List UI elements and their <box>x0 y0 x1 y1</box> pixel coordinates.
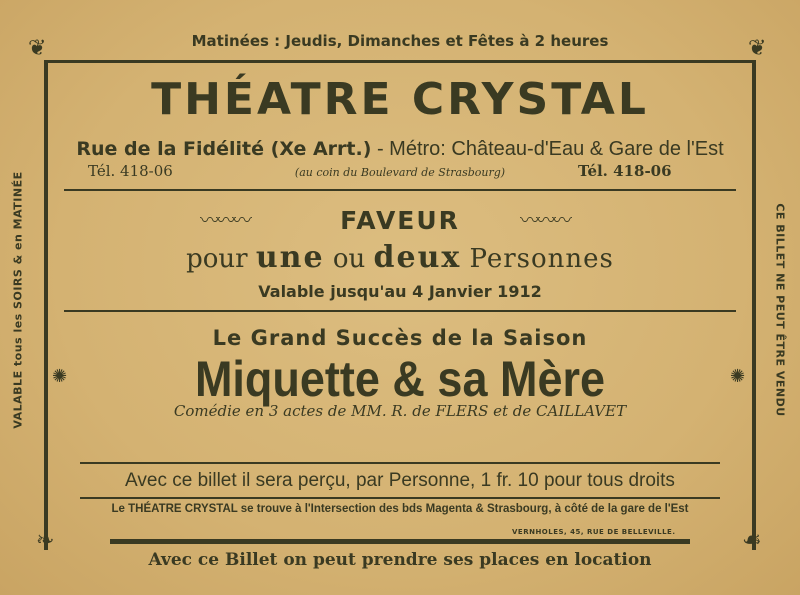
divider <box>80 462 720 464</box>
theatre-name: THÉATRE CRYSTAL <box>151 74 649 125</box>
address-street: Rue de la Fidélité (Xe Arrt.) <box>76 138 372 160</box>
side-text-right: CE BILLET NE PEUT ÊTRE VENDU <box>773 203 787 417</box>
divider <box>64 189 736 191</box>
matinees-line: Matinées : Jeudis, Dimanches et Fêtes à 2 heures <box>191 32 609 50</box>
show-credits: Comédie en 3 actes de MM. R. de FLERS et de CAILLAVET <box>173 402 627 420</box>
word-personnes: Personnes <box>469 244 614 274</box>
corner-ornament-icon: ☙ <box>742 528 762 553</box>
valid-until: Valable jusqu'au 4 Janvier 1912 <box>258 282 542 301</box>
tel-left: Tél. 418-06 <box>88 162 173 180</box>
frame-bottom-bar <box>110 539 690 544</box>
divider <box>80 497 720 499</box>
flourish-left-icon: 〰〰〰 <box>200 208 248 232</box>
tel-right: Tél. 418-06 <box>578 162 672 180</box>
corner-ornament-icon: ❧ <box>36 528 55 553</box>
frame-top <box>44 60 756 63</box>
address-line <box>0 138 800 161</box>
price-line: Avec ce billet il sera perçu, par Personne, 1 fr. 10 pour tous droits <box>125 470 675 491</box>
word-pour: pour <box>186 244 248 274</box>
corner-ornament-icon: ❦ <box>28 36 47 61</box>
booking-line: Avec ce Billet on peut prendre ses places en location <box>148 550 652 570</box>
faveur-title: FAVEUR <box>340 206 460 235</box>
corner-ornament-icon: ❦ <box>748 36 767 61</box>
location-note: Le THÉATRE CRYSTAL se trouve à l'Intersection des bds Magenta & Strasbourg, à côté de la gare de l'Est <box>111 503 689 515</box>
printer-credit: VERNHOLES, 45, RUE DE BELLEVILLE. <box>512 528 676 536</box>
tel-line <box>0 162 800 180</box>
address-metro: - Métro: Château-d'Eau & Gare de l'Est <box>371 138 724 160</box>
side-text-left: VALABLE tous les SOIRS & en MATINÉE <box>11 171 25 429</box>
word-une: une <box>255 240 325 275</box>
flourish-right-icon: 〰〰〰 <box>520 208 568 232</box>
persons-line <box>0 240 800 275</box>
rosette-icon: ✺ <box>730 366 746 387</box>
rosette-icon: ✺ <box>52 366 68 387</box>
show-title: Miquette & sa Mère <box>194 351 606 407</box>
word-deux: deux <box>373 240 462 275</box>
divider <box>64 310 736 312</box>
corner-note: (au coin du Boulevard de Strasbourg) <box>294 166 506 179</box>
word-ou: ou <box>332 244 366 274</box>
tagline: Le Grand Succès de la Saison <box>212 326 588 350</box>
